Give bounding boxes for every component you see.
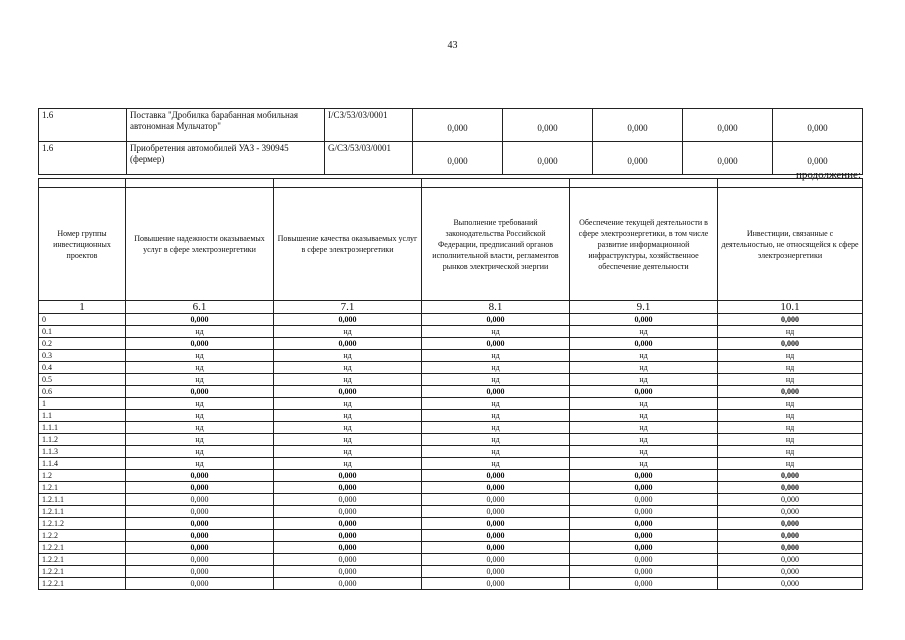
value-cell: нд — [718, 422, 863, 434]
group-code-cell: 1.2.2.1 — [39, 542, 126, 554]
value-cell: 0,000 — [422, 482, 570, 494]
table-row — [39, 578, 863, 590]
value-cell: 0,000 — [718, 518, 863, 530]
table-row — [39, 518, 863, 530]
value-cell: нд — [570, 350, 718, 362]
group-code-cell: 0.4 — [39, 362, 126, 374]
value-cell: нд — [570, 458, 718, 470]
value-cell: 0,000 — [718, 566, 863, 578]
top-table-row — [39, 109, 863, 142]
value-cell: нд — [718, 434, 863, 446]
value-cell: 0,000 — [422, 386, 570, 398]
table-row — [39, 350, 863, 362]
table-row — [39, 314, 863, 326]
column-number: 10.1 — [718, 301, 863, 314]
value-cell: нд — [718, 446, 863, 458]
header-group-number: Номер группы инвестиционных проектов — [39, 188, 126, 301]
value-cell: 0,000 — [570, 578, 718, 590]
top-table — [38, 108, 863, 175]
value-cell: 0,000 — [570, 338, 718, 350]
project-value: 0,000 — [683, 109, 773, 142]
table-row — [39, 362, 863, 374]
value-cell: 0,000 — [126, 482, 274, 494]
value-cell: нд — [274, 326, 422, 338]
group-code-cell: 1.1.4 — [39, 458, 126, 470]
project-code: G/СЗ/53/03/0001 — [325, 142, 413, 175]
value-cell: нд — [274, 410, 422, 422]
top-table-row — [39, 142, 863, 175]
value-cell: нд — [422, 362, 570, 374]
value-cell: нд — [422, 458, 570, 470]
value-cell: 0,000 — [126, 554, 274, 566]
header-non-energy-investments: Инвестиции, связанные с деятельностью, не относящейся к сфере электроэнергетики — [718, 188, 863, 301]
group-code-cell: 1.1.2 — [39, 434, 126, 446]
project-value: 0,000 — [593, 109, 683, 142]
project-value: 0,000 — [413, 142, 503, 175]
value-cell: нд — [126, 446, 274, 458]
header-current-activity: Обеспечение текущей деятельности в сфере электроэнергетики, в том числе развитие информационной инфраструктуры, хозяйственное обеспечение деятельности — [570, 188, 718, 301]
value-cell: 0,000 — [274, 338, 422, 350]
blank-cell — [422, 179, 570, 188]
table-row — [39, 470, 863, 482]
value-cell: нд — [718, 458, 863, 470]
value-cell: 0,000 — [274, 542, 422, 554]
group-code-cell: 1.2.1.1 — [39, 506, 126, 518]
value-cell: нд — [422, 422, 570, 434]
value-cell: 0,000 — [718, 554, 863, 566]
value-cell: нд — [570, 434, 718, 446]
value-cell: нд — [126, 362, 274, 374]
value-cell: 0,000 — [718, 542, 863, 554]
group-code-cell: 1.1 — [39, 410, 126, 422]
value-cell: нд — [126, 326, 274, 338]
value-cell: нд — [718, 410, 863, 422]
group-code-cell: 1.2.1.2 — [39, 518, 126, 530]
value-cell: 0,000 — [718, 470, 863, 482]
value-cell: 0,000 — [126, 530, 274, 542]
table-row — [39, 506, 863, 518]
value-cell: нд — [570, 398, 718, 410]
project-value: 0,000 — [773, 142, 863, 175]
value-cell: 0,000 — [274, 482, 422, 494]
value-cell: 0,000 — [718, 482, 863, 494]
value-cell: нд — [274, 350, 422, 362]
value-cell: нд — [126, 398, 274, 410]
value-cell: нд — [126, 350, 274, 362]
column-numbers-row — [39, 301, 863, 314]
table-row — [39, 494, 863, 506]
value-cell: нд — [718, 398, 863, 410]
value-cell: 0,000 — [126, 542, 274, 554]
column-number: 1 — [39, 301, 126, 314]
blank-cell — [718, 179, 863, 188]
value-cell: нд — [570, 422, 718, 434]
header-quality: Повышение качества оказываемых услуг в сфере электроэнергетики — [274, 188, 422, 301]
value-cell: 0,000 — [718, 386, 863, 398]
value-cell: 0,000 — [422, 338, 570, 350]
project-group-number: 1.6 — [39, 109, 127, 142]
value-cell: нд — [422, 410, 570, 422]
value-cell: 0,000 — [274, 314, 422, 326]
group-code-cell: 1.2.1.1 — [39, 494, 126, 506]
value-cell: 0,000 — [570, 566, 718, 578]
table-row — [39, 554, 863, 566]
table-row — [39, 374, 863, 386]
value-cell: 0,000 — [126, 338, 274, 350]
continuation-label: продолжение: — [795, 169, 861, 181]
value-cell: 0,000 — [718, 506, 863, 518]
value-cell: нд — [718, 374, 863, 386]
main-table — [38, 178, 863, 590]
value-cell: нд — [422, 374, 570, 386]
blank-cell — [39, 179, 126, 188]
value-cell: нд — [570, 446, 718, 458]
value-cell: 0,000 — [126, 506, 274, 518]
value-cell: нд — [422, 446, 570, 458]
value-cell: 0,000 — [126, 494, 274, 506]
value-cell: 0,000 — [718, 338, 863, 350]
value-cell: 0,000 — [274, 494, 422, 506]
blank-row — [39, 179, 863, 188]
value-cell: 0,000 — [422, 554, 570, 566]
project-name: Приобретения автомобилей УАЗ - 390945 (фермер) — [127, 142, 325, 175]
project-group-number: 1.6 — [39, 142, 127, 175]
value-cell: 0,000 — [570, 542, 718, 554]
value-cell: нд — [718, 326, 863, 338]
column-number: 6.1 — [126, 301, 274, 314]
group-code-cell: 0.2 — [39, 338, 126, 350]
value-cell: 0,000 — [274, 554, 422, 566]
value-cell: 0,000 — [422, 578, 570, 590]
value-cell: 0,000 — [274, 506, 422, 518]
value-cell: 0,000 — [570, 482, 718, 494]
value-cell: нд — [274, 458, 422, 470]
table-row — [39, 566, 863, 578]
value-cell: нд — [718, 362, 863, 374]
project-value: 0,000 — [683, 142, 773, 175]
value-cell: 0,000 — [570, 386, 718, 398]
group-code-cell: 1 — [39, 398, 126, 410]
table-row — [39, 458, 863, 470]
header-legal-requirements: Выполнение требований законодательства Российской Федерации, предписаний органов исполнительной власти, регламентов рынков электрической энергии — [422, 188, 570, 301]
value-cell: нд — [570, 326, 718, 338]
value-cell: нд — [570, 374, 718, 386]
column-number: 8.1 — [422, 301, 570, 314]
blank-cell — [126, 179, 274, 188]
table-row — [39, 410, 863, 422]
group-code-cell: 1.2.1 — [39, 482, 126, 494]
project-value: 0,000 — [413, 109, 503, 142]
group-code-cell: 0.1 — [39, 326, 126, 338]
table-row — [39, 434, 863, 446]
project-value: 0,000 — [503, 142, 593, 175]
project-value: 0,000 — [593, 142, 683, 175]
table-row — [39, 326, 863, 338]
value-cell: нд — [718, 350, 863, 362]
blank-cell — [570, 179, 718, 188]
value-cell: 0,000 — [274, 470, 422, 482]
header-reliability: Повышение надежности оказываемых услуг в сфере электроэнергетики — [126, 188, 274, 301]
value-cell: 0,000 — [422, 542, 570, 554]
group-code-cell: 1.2.2.1 — [39, 554, 126, 566]
value-cell: нд — [570, 410, 718, 422]
value-cell: 0,000 — [570, 494, 718, 506]
group-code-cell: 1.2.2.1 — [39, 566, 126, 578]
group-code-cell: 0.5 — [39, 374, 126, 386]
value-cell: 0,000 — [570, 554, 718, 566]
value-cell: нд — [422, 326, 570, 338]
value-cell: нд — [274, 446, 422, 458]
value-cell: 0,000 — [422, 530, 570, 542]
value-cell: 0,000 — [570, 518, 718, 530]
project-value: 0,000 — [503, 109, 593, 142]
group-code-cell: 0.6 — [39, 386, 126, 398]
value-cell: 0,000 — [126, 470, 274, 482]
value-cell: нд — [570, 362, 718, 374]
value-cell: 0,000 — [570, 314, 718, 326]
value-cell: нд — [274, 374, 422, 386]
page-number: 43 — [447, 40, 458, 51]
value-cell: 0,000 — [422, 506, 570, 518]
group-code-cell: 1.2 — [39, 470, 126, 482]
value-cell: нд — [422, 434, 570, 446]
value-cell: 0,000 — [126, 566, 274, 578]
table-row — [39, 422, 863, 434]
group-code-cell: 1.1.1 — [39, 422, 126, 434]
table-row — [39, 398, 863, 410]
blank-cell — [274, 179, 422, 188]
value-cell: 0,000 — [422, 470, 570, 482]
table-row — [39, 446, 863, 458]
value-cell: 0,000 — [274, 518, 422, 530]
value-cell: нд — [126, 422, 274, 434]
value-cell: нд — [126, 434, 274, 446]
value-cell: 0,000 — [126, 578, 274, 590]
table-row — [39, 338, 863, 350]
value-cell: 0,000 — [718, 578, 863, 590]
group-code-cell: 1.2.2.1 — [39, 578, 126, 590]
value-cell: 0,000 — [274, 578, 422, 590]
group-code-cell: 1.2.2 — [39, 530, 126, 542]
group-code-cell: 0 — [39, 314, 126, 326]
value-cell: 0,000 — [570, 470, 718, 482]
value-cell: нд — [274, 434, 422, 446]
value-cell: 0,000 — [422, 518, 570, 530]
value-cell: 0,000 — [718, 314, 863, 326]
value-cell: нд — [126, 374, 274, 386]
table-row — [39, 482, 863, 494]
value-cell: 0,000 — [718, 530, 863, 542]
value-cell: 0,000 — [274, 530, 422, 542]
value-cell: 0,000 — [570, 506, 718, 518]
value-cell: нд — [422, 398, 570, 410]
value-cell: нд — [422, 350, 570, 362]
column-number: 7.1 — [274, 301, 422, 314]
value-cell: нд — [274, 422, 422, 434]
value-cell: нд — [126, 458, 274, 470]
group-code-cell: 0.3 — [39, 350, 126, 362]
value-cell: 0,000 — [718, 494, 863, 506]
header-row — [39, 188, 863, 301]
table-row — [39, 386, 863, 398]
value-cell: 0,000 — [570, 530, 718, 542]
value-cell: нд — [274, 398, 422, 410]
value-cell: нд — [126, 410, 274, 422]
table-row — [39, 530, 863, 542]
value-cell: 0,000 — [274, 386, 422, 398]
value-cell: 0,000 — [274, 566, 422, 578]
value-cell: 0,000 — [422, 314, 570, 326]
value-cell: 0,000 — [422, 566, 570, 578]
project-code: I/СЗ/53/03/0001 — [325, 109, 413, 142]
group-code-cell: 1.1.3 — [39, 446, 126, 458]
value-cell: 0,000 — [126, 386, 274, 398]
value-cell: нд — [274, 362, 422, 374]
table-row — [39, 542, 863, 554]
project-value: 0,000 — [773, 109, 863, 142]
value-cell: 0,000 — [126, 314, 274, 326]
value-cell: 0,000 — [126, 518, 274, 530]
column-number: 9.1 — [570, 301, 718, 314]
project-name: Поставка "Дробилка барабанная мобильная автономная Мульчатор" — [127, 109, 325, 142]
value-cell: 0,000 — [422, 494, 570, 506]
